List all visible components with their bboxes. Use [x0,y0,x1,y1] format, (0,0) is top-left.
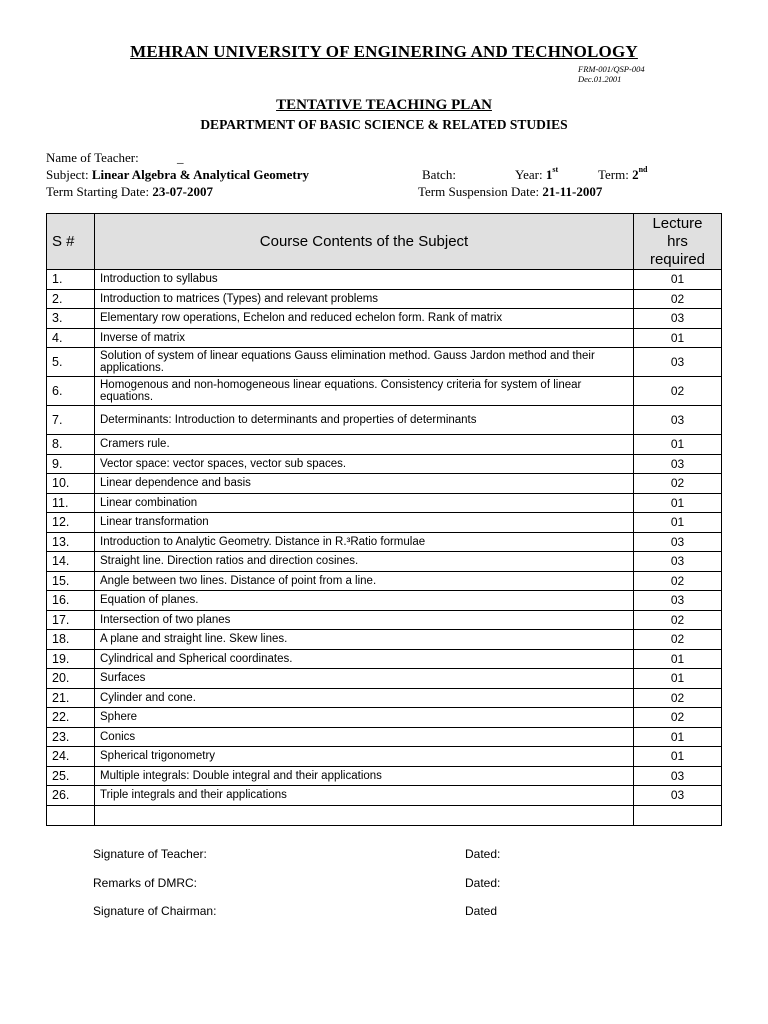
row-lecture-hrs: 03 [634,348,722,377]
row-serial-number: 26. [47,786,95,806]
row-lecture-hrs: 01 [634,669,722,689]
table-row [47,348,722,377]
subject-value: Linear Algebra & Analytical Geometry [91,167,309,182]
row-serial-number: 13. [47,532,95,552]
row-topic: Equation of planes. [95,591,634,611]
plan-title: TENTATIVE TEACHING PLAN [276,97,492,113]
row-lecture-hrs: 01 [634,727,722,747]
row-lecture-hrs: 01 [634,513,722,533]
row-lecture-hrs: 02 [634,688,722,708]
row-lecture-hrs: 03 [634,552,722,572]
row-serial-number: 17. [47,610,95,630]
row-serial-number: 2. [47,289,95,309]
row-topic: Determinants: Introduction to determinants and properties of determinants [95,406,634,435]
term-value: 2nd [632,165,648,182]
form-date: Dec.01.2001 [578,74,622,84]
row-lecture-hrs: 03 [634,454,722,474]
form-code: FRM-001/QSP-004 [578,64,645,74]
table-row [47,727,722,747]
row-serial-number: 23. [47,727,95,747]
term-field [598,167,648,183]
row-lecture-hrs: 02 [634,474,722,494]
table-row [47,630,722,650]
teacher-dated-label: Dated: [465,847,501,861]
row-topic: Intersection of two planes [95,610,634,630]
subject-line [46,167,309,183]
row-topic: Cramers rule. [95,435,634,455]
dmrc-remarks-label: Remarks of DMRC: [93,876,198,890]
row-topic: Cylindrical and Spherical coordinates. [95,649,634,669]
table-row-empty [47,805,722,825]
table-row [47,270,722,290]
empty-cell [634,805,722,825]
row-serial-number: 25. [47,766,95,786]
row-serial-number: 6. [47,377,95,406]
row-serial-number: 11. [47,493,95,513]
row-topic: Solution of system of linear equations Gauss elimination method. Gauss Jardon method and their applications. [95,348,634,377]
term-label: Term: [598,167,629,182]
row-lecture-hrs: 03 [634,406,722,435]
table-row [47,406,722,435]
row-lecture-hrs: 02 [634,610,722,630]
row-topic: Elementary row operations, Echelon and reduced echelon form. Rank of matrix [95,309,634,329]
row-serial-number: 16. [47,591,95,611]
table-row [47,591,722,611]
table-row [47,669,722,689]
department-title: DEPARTMENT OF BASIC SCIENCE & RELATED STUDIES [200,117,568,132]
row-serial-number: 14. [47,552,95,572]
table-row [47,610,722,630]
empty-cell [47,805,95,825]
row-serial-number: 24. [47,747,95,767]
row-topic: Spherical trigonometry [95,747,634,767]
row-lecture-hrs: 03 [634,309,722,329]
row-lecture-hrs: 01 [634,328,722,348]
row-lecture-hrs: 02 [634,377,722,406]
row-topic: Conics [95,727,634,747]
table-row [47,552,722,572]
form-code-block [578,64,645,84]
row-serial-number: 5. [47,348,95,377]
row-lecture-hrs: 01 [634,747,722,767]
row-serial-number: 12. [47,513,95,533]
table-row [47,474,722,494]
table-row [47,786,722,806]
row-topic: A plane and straight line. Skew lines. [95,630,634,650]
header-contents: Course Contents of the Subject [95,214,634,270]
suspension-date-field [418,184,602,200]
row-lecture-hrs: 01 [634,435,722,455]
year-label: Year: [515,167,543,182]
row-lecture-hrs: 02 [634,289,722,309]
row-serial-number: 22. [47,708,95,728]
row-topic: Introduction to Analytic Geometry. Distance in R.³Ratio formulae [95,532,634,552]
row-serial-number: 20. [47,669,95,689]
row-lecture-hrs: 01 [634,270,722,290]
empty-cell [95,805,634,825]
row-lecture-hrs: 01 [634,649,722,669]
teacher-value-blank: _ [177,150,184,165]
table-row [47,493,722,513]
row-lecture-hrs: 03 [634,591,722,611]
row-topic: Multiple integrals: Double integral and their applications [95,766,634,786]
table-row [47,328,722,348]
year-field [515,167,558,183]
table-row [47,289,722,309]
header-sn: S # [47,214,95,270]
row-topic: Linear transformation [95,513,634,533]
university-title: MEHRAN UNIVERSITY OF ENGINERING AND TECHNOLOGY [130,42,638,61]
table-row [47,377,722,406]
table-row [47,766,722,786]
chairman-dated-label: Dated [465,904,498,918]
header-lecture-hrs: Lecture hrs required [634,214,722,270]
table-row [47,435,722,455]
table-row [47,532,722,552]
suspension-date-label: Term Suspension Date: [418,184,540,199]
start-date-value: 23-07-2007 [152,184,213,199]
start-date-field [46,184,213,200]
table-row [47,747,722,767]
row-topic: Homogenous and non-homogeneous linear equations. Consistency criteria for system of linear equations. [95,377,634,406]
row-serial-number: 15. [47,571,95,591]
row-lecture-hrs: 02 [634,571,722,591]
row-serial-number: 9. [47,454,95,474]
row-topic: Angle between two lines. Distance of point from a line. [95,571,634,591]
row-serial-number: 10. [47,474,95,494]
subject-label: Subject: [46,167,89,182]
table-header-row [47,214,722,270]
row-topic: Introduction to syllabus [95,270,634,290]
batch-label: Batch: [422,167,456,182]
row-serial-number: 7. [47,406,95,435]
row-serial-number: 18. [47,630,95,650]
row-topic: Vector space: vector spaces, vector sub spaces. [95,454,634,474]
row-topic: Linear combination [95,493,634,513]
table-row [47,513,722,533]
suspension-date-value: 21-11-2007 [542,184,603,199]
row-serial-number: 21. [47,688,95,708]
table-row [47,571,722,591]
table-row [47,688,722,708]
row-lecture-hrs: 03 [634,766,722,786]
teacher-label: Name of Teacher: [46,150,139,165]
row-topic: Cylinder and cone. [95,688,634,708]
row-topic: Inverse of matrix [95,328,634,348]
row-topic: Sphere [95,708,634,728]
year-value: 1st [545,165,559,182]
table-row [47,649,722,669]
start-date-label: Term Starting Date: [46,184,150,199]
teaching-plan-table [46,213,722,826]
table-row [47,309,722,329]
row-serial-number: 8. [47,435,95,455]
teacher-signature-label: Signature of Teacher: [93,847,207,861]
row-topic: Triple integrals and their applications [95,786,634,806]
row-lecture-hrs: 03 [634,532,722,552]
row-topic: Straight line. Direction ratios and direction cosines. [95,552,634,572]
row-serial-number: 4. [47,328,95,348]
row-serial-number: 1. [47,270,95,290]
row-lecture-hrs: 02 [634,708,722,728]
row-topic: Introduction to matrices (Types) and relevant problems [95,289,634,309]
dmrc-dated-label: Dated: [465,876,501,890]
table-row [47,708,722,728]
row-topic: Linear dependence and basis [95,474,634,494]
chairman-signature-label: Signature of Chairman: [93,904,217,918]
row-lecture-hrs: 02 [634,630,722,650]
table-row [47,454,722,474]
row-topic: Surfaces [95,669,634,689]
row-serial-number: 19. [47,649,95,669]
row-lecture-hrs: 01 [634,493,722,513]
row-lecture-hrs: 03 [634,786,722,806]
row-serial-number: 3. [47,309,95,329]
